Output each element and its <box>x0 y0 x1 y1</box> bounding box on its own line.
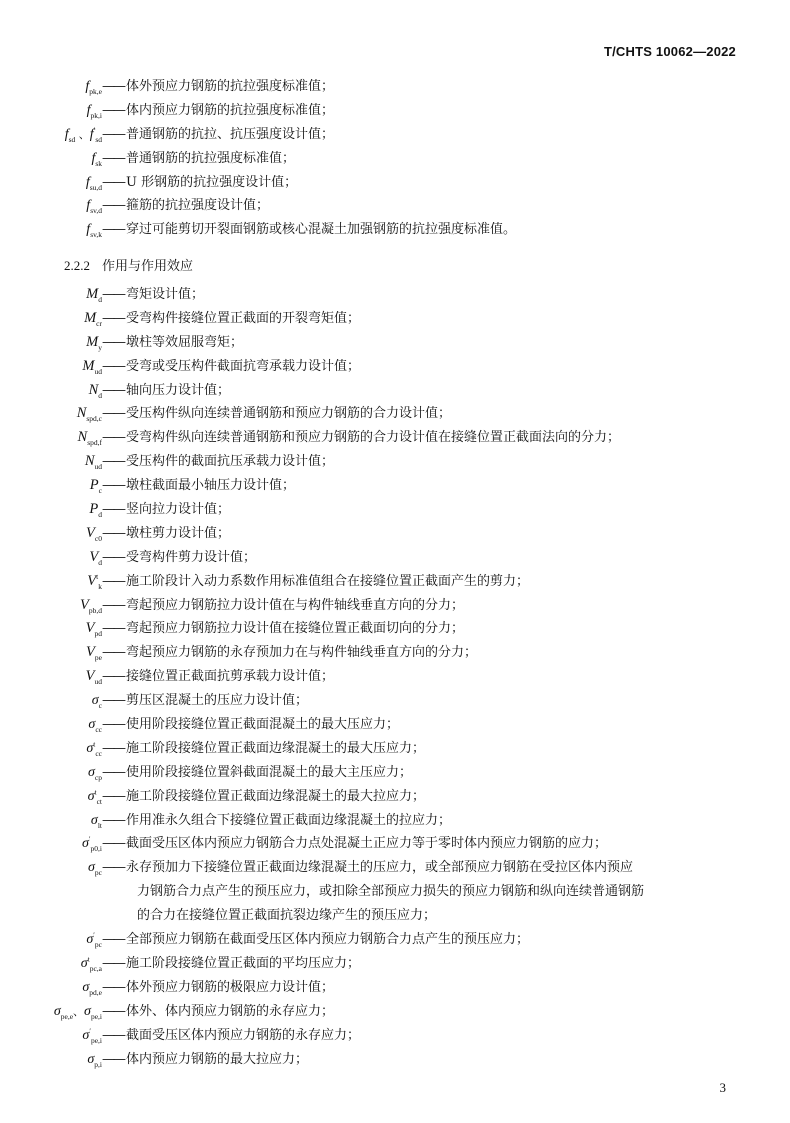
symbol-M-ud: $M_{ud}$ <box>82 357 102 376</box>
strength-symbol-list <box>0 75 790 242</box>
definition-text: —— 受弯构件接缝位置正截面的开裂弯矩值； <box>102 307 360 331</box>
definition-text: —— 弯起预应力钢筋拉力设计值在与构件轴线垂直方向的分力； <box>102 594 464 618</box>
definition-text: —— 体外预应力钢筋的抗拉强度标准值； <box>102 75 334 99</box>
list-item <box>0 450 790 474</box>
symbol-sigma-c: $\sigma_c$ <box>91 693 102 710</box>
list-item <box>0 617 790 641</box>
definition-text: —— 全部预应力钢筋在截面受压区体内预应力钢筋合力点产生的预压应力； <box>102 928 529 952</box>
list-item <box>0 665 790 689</box>
list-item <box>0 194 790 218</box>
section-heading <box>0 254 790 278</box>
symbol-sigma-pc-prime: $\sigma'_{pc}$ <box>86 930 102 949</box>
definition-text: —— 接缝位置正截面抗剪承载力设计值； <box>102 665 334 689</box>
symbol-sigma-p-i: $\sigma_{p,i}$ <box>87 1051 102 1069</box>
symbol-M-d: $M_d$ <box>86 286 102 304</box>
list-item <box>0 218 790 242</box>
definition-text-continued: 力钢筋合力点产生的预压应力，或扣除全部预应力损失的预应力钢筋和纵向连续普通钢筋 <box>137 884 645 900</box>
definition-text: —— 墩柱剪力设计值； <box>102 522 230 546</box>
symbol-sigma-cc-t: $\sigma^t_{cc}$ <box>86 739 102 758</box>
symbol-N-ud: $N_{ud}$ <box>84 453 102 472</box>
definition-text: —— 截面受压区体内预应力钢筋的永存应力； <box>102 1024 360 1048</box>
symbol-N-spd-f: $N_{spd,f}$ <box>77 429 102 448</box>
list-item <box>0 641 790 665</box>
symbol-sigma-pe-e-i: $\sigma_{pe,e}$、$\sigma_{pe,i}$ <box>53 1003 102 1021</box>
definition-text: —— 墩柱截面最小轴压力设计值； <box>102 474 295 498</box>
list-item <box>0 283 790 307</box>
list-item <box>0 474 790 498</box>
list-item <box>0 832 790 856</box>
list-item <box>0 856 790 880</box>
list-item-continuation <box>0 880 790 904</box>
symbol-V-pe: $V_{pe}$ <box>86 644 102 663</box>
list-item <box>0 1048 790 1072</box>
definition-text: —— 施工阶段计入动力系数作用标准值组合在接缝位置正截面产生的剪力； <box>102 570 529 594</box>
symbol-sigma-cc: $\sigma_{cc}$ <box>88 717 102 734</box>
definition-text: —— 体内预应力钢筋的最大拉应力； <box>102 1048 308 1072</box>
symbol-V-ud: $V_{ud}$ <box>85 668 102 687</box>
definition-text: —— 体外预应力钢筋的极限应力设计值； <box>102 976 334 1000</box>
list-item <box>0 307 790 331</box>
definition-text: —— U 形钢筋的抗拉强度设计值； <box>102 171 297 195</box>
list-item <box>0 75 790 99</box>
list-item <box>0 498 790 522</box>
definition-text: —— 施工阶段接缝位置正截面的平均压应力； <box>102 952 360 976</box>
symbol-V-pb-d: $V_{pb,d}$ <box>80 596 102 615</box>
symbol-f-sv-d: $f_{sv,d}$ <box>86 198 102 216</box>
symbol-M-y: $M_y$ <box>86 333 102 352</box>
list-item <box>0 426 790 450</box>
section-title: 作用与作用效应 <box>102 259 194 274</box>
list-item <box>0 99 790 123</box>
definition-text: —— 受弯或受压构件截面抗弯承载力设计值； <box>102 355 360 379</box>
list-item <box>0 123 790 147</box>
definition-text: —— 施工阶段接缝位置正截面边缘混凝土的最大压应力； <box>102 737 425 761</box>
symbol-sigma-pc-a-t: $\sigma^t_{pc,a}$ <box>80 954 102 973</box>
symbol-sigma-ct-t: $\sigma^t_{ct}$ <box>87 787 102 806</box>
list-item <box>0 379 790 403</box>
list-item <box>0 1024 790 1048</box>
list-item <box>0 522 790 546</box>
list-item <box>0 355 790 379</box>
definition-text: —— 体外、体内预应力钢筋的永存应力； <box>102 1000 334 1024</box>
symbol-f-sv-k: $f_{sv,k}$ <box>86 222 102 240</box>
definition-text: —— 轴向压力设计值； <box>102 379 230 403</box>
list-item <box>0 331 790 355</box>
symbol-M-cr: $M_{cr}$ <box>84 309 102 328</box>
list-item <box>0 1000 790 1024</box>
definition-text: —— 受压构件纵向连续普通钢筋和预应力钢筋的合力设计值； <box>102 402 451 426</box>
definition-text-continued: 的合力在接缝位置正截面抗裂边缘产生的预压应力； <box>137 908 437 924</box>
definition-text: —— 普通钢筋的抗拉强度标准值； <box>102 147 295 171</box>
definition-text: —— 受弯构件剪力设计值； <box>102 546 256 570</box>
symbol-sigma-pe-i-prime: $\sigma'_{pe,i}$ <box>82 1025 102 1045</box>
definition-text: —— 截面受压区体内预应力钢筋合力点处混凝土正应力等于零时体内预应力钢筋的应力； <box>102 832 607 856</box>
list-item <box>0 570 790 594</box>
definition-text: —— 受弯构件纵向连续普通钢筋和预应力钢筋的合力设计值在接缝位置正截面法向的分力； <box>102 426 620 450</box>
symbol-V-c0: $V_{c0}$ <box>86 524 102 543</box>
symbol-f-sd: $f_{sd}$ 、$f'_{sd}$ <box>64 125 102 144</box>
list-item <box>0 594 790 618</box>
definition-text: —— 使用阶段接缝位置正截面混凝土的最大压应力； <box>102 713 399 737</box>
symbol-f-sk: $f_{sk}$ <box>91 150 102 168</box>
symbol-V-k-t: $V^t_k$ <box>87 571 102 591</box>
definition-text: —— 弯矩设计值； <box>102 283 204 307</box>
definition-text: —— 作用准永久组合下接缝位置正截面边缘混凝土的拉应力； <box>102 809 451 833</box>
list-item <box>0 402 790 426</box>
list-item-continuation <box>0 904 790 928</box>
definition-text: —— 穿过可能剪切开裂面钢筋或核心混凝土加强钢筋的抗拉强度标准值。 <box>102 218 516 242</box>
action-symbol-list <box>0 283 790 1071</box>
definition-text: —— 永存预加力下接缝位置正截面边缘混凝土的压应力，或全部预应力钢筋在受拉区体内预应 <box>102 856 633 880</box>
definition-text: —— 弯起预应力钢筋的永存预加力在与构件轴线垂直方向的分力； <box>102 641 477 665</box>
symbol-f-su-d: $f_{su,d}$ <box>85 174 102 192</box>
symbol-f-pk-i: $f_{pk,i}$ <box>86 102 102 120</box>
definition-text: —— 墩柱等效屈服弯矩； <box>102 331 243 355</box>
definition-text: —— 受压构件的截面抗压承载力设计值； <box>102 450 334 474</box>
list-item <box>0 928 790 952</box>
definition-text: —— 普通钢筋的抗拉、抗压强度设计值； <box>102 123 334 147</box>
symbol-V-pd: $V_{pd}$ <box>85 620 102 639</box>
list-item <box>0 689 790 713</box>
definition-text: —— 竖向拉力设计值； <box>102 498 230 522</box>
standard-code-header: T/CHTS 10062—2022 <box>603 44 736 59</box>
definition-text: —— 施工阶段接缝位置正截面边缘混凝土的最大拉应力； <box>102 785 425 809</box>
list-item <box>0 952 790 976</box>
list-item <box>0 147 790 171</box>
list-item <box>0 737 790 761</box>
list-item <box>0 785 790 809</box>
definition-text: —— 剪压区混凝土的压应力设计值； <box>102 689 308 713</box>
list-item <box>0 171 790 195</box>
definition-text: —— 使用阶段接缝位置斜截面混凝土的最大主压应力； <box>102 761 412 785</box>
symbol-N-d: $N_d$ <box>88 381 102 400</box>
symbol-P-c: $P_c$ <box>89 477 102 496</box>
symbol-sigma-pc: $\sigma_{pc}$ <box>88 860 102 878</box>
definition-text: —— 体内预应力钢筋的抗拉强度标准值； <box>102 99 334 123</box>
list-item <box>0 976 790 1000</box>
symbol-N-spd-c: $N_{spd,c}$ <box>76 405 102 424</box>
list-item <box>0 761 790 785</box>
list-item <box>0 809 790 833</box>
symbol-P-d: $P_d$ <box>89 501 102 519</box>
list-item <box>0 546 790 570</box>
symbol-sigma-p0-i: $\sigma'_{p0,i}$ <box>81 834 102 854</box>
symbol-sigma-pd-e: $\sigma_{pd,e}$ <box>82 979 102 997</box>
symbol-V-d: $V_d$ <box>89 548 102 567</box>
definition-text: —— 弯起预应力钢筋拉力设计值在接缝位置正截面切向的分力； <box>102 617 464 641</box>
section-number: 2.2.2 <box>64 258 90 273</box>
page-number: 3 <box>719 1080 726 1095</box>
symbol-sigma-cp: $\sigma_{cp}$ <box>88 764 102 782</box>
symbol-sigma-lt: $\sigma_{lt}$ <box>90 812 102 830</box>
symbol-f-pk-e: $f_{pk,e}$ <box>85 79 102 96</box>
definition-text: —— 箍筋的抗拉强度设计值； <box>102 194 269 218</box>
list-item <box>0 713 790 737</box>
